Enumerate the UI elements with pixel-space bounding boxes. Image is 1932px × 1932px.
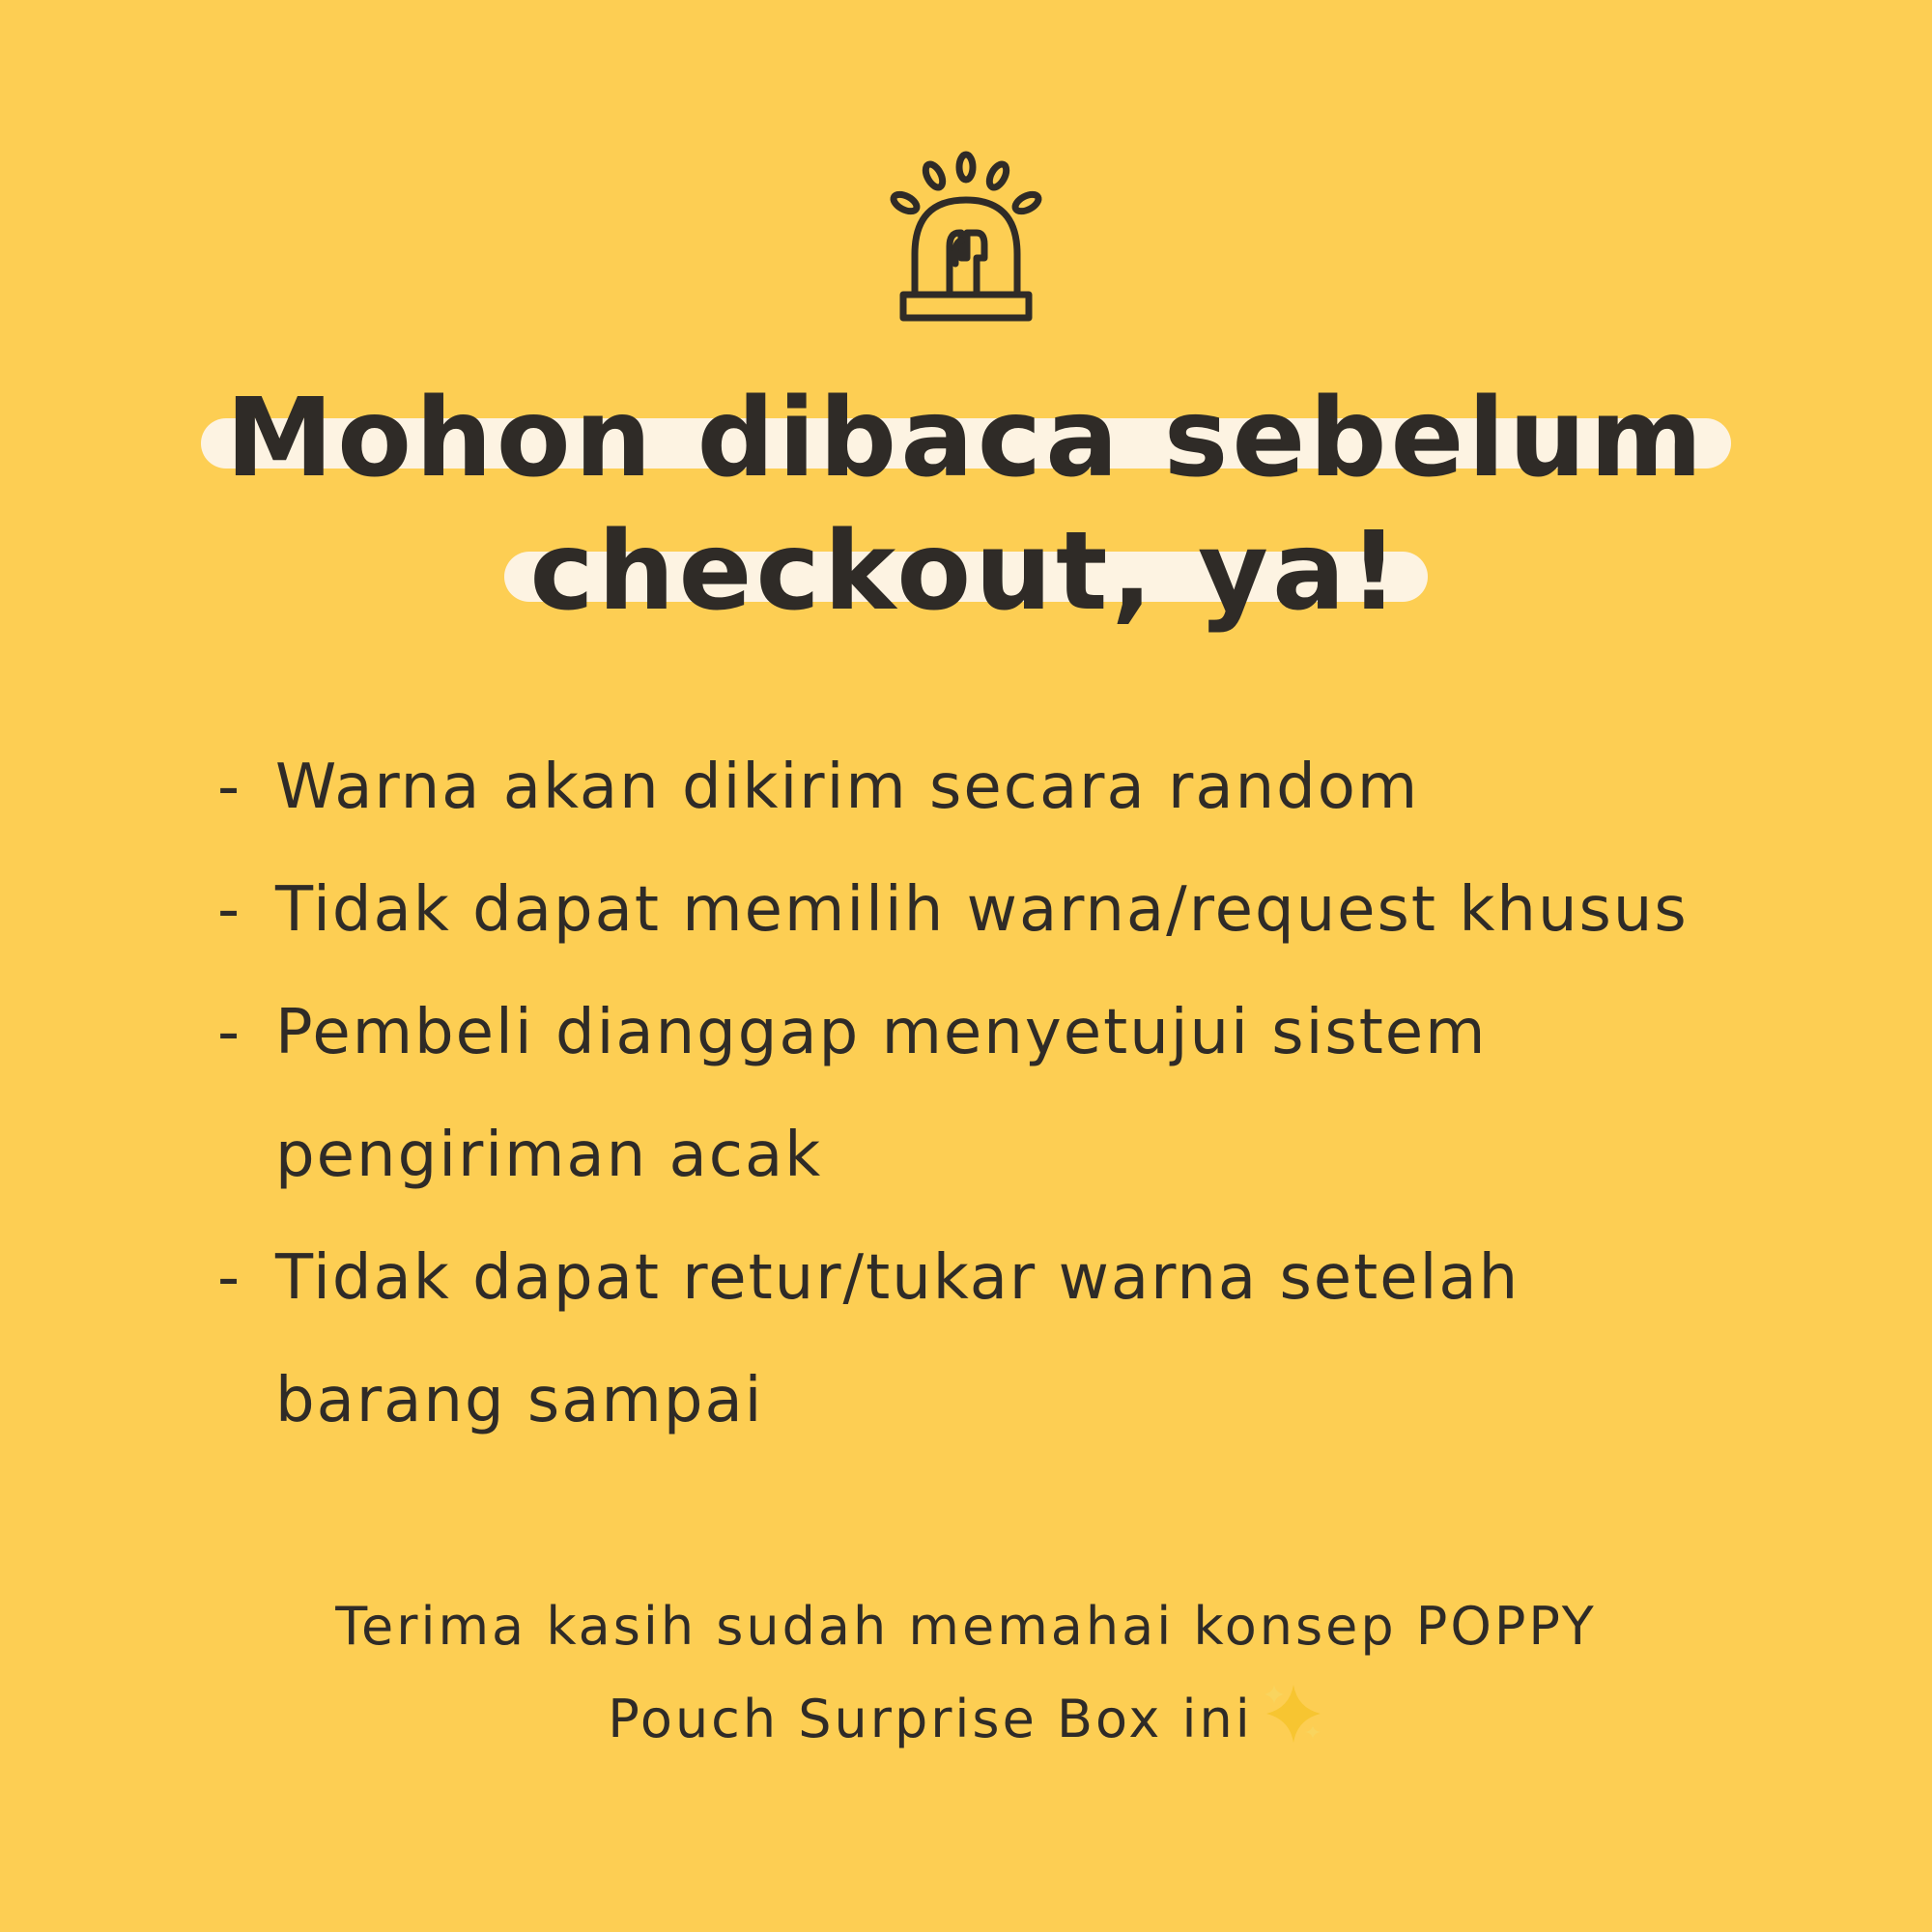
rule-text: Tidak dapat memilih warna/request khusus	[275, 874, 1689, 946]
rule-text: Warna akan dikirim secara random	[275, 752, 1420, 823]
siren-icon	[884, 150, 1048, 333]
rule-text: Tidak dapat retur/tukar warna setelah barang sampai	[275, 1242, 1520, 1436]
thank-you-line-2	[0, 1673, 1932, 1766]
sparkle-icon	[1261, 1681, 1324, 1745]
rule-item-random-color	[217, 726, 1763, 849]
thank-you-line-2-text: Pouch Surprise Box ini	[608, 1689, 1253, 1749]
rules-list	[217, 726, 1763, 1463]
title-line-1: Mohon dibaca sebelum	[201, 372, 1732, 505]
rule-dash: -	[217, 997, 242, 1068]
rule-text: Pembeli dianggap menyetujui sistem pengiriman acak	[275, 997, 1488, 1191]
rule-item-no-request	[217, 849, 1763, 972]
page-title	[0, 372, 1932, 639]
thank-you-note	[0, 1580, 1932, 1766]
rule-item-buyer-agrees	[217, 972, 1763, 1217]
rule-dash: -	[217, 874, 242, 946]
thank-you-line-1: Terima kasih sudah memahai konsep POPPY	[335, 1596, 1597, 1657]
title-line-2: checkout, ya!	[504, 505, 1427, 639]
rule-dash: -	[217, 752, 242, 823]
rule-dash: -	[217, 1242, 242, 1314]
rule-item-no-return	[217, 1217, 1763, 1463]
